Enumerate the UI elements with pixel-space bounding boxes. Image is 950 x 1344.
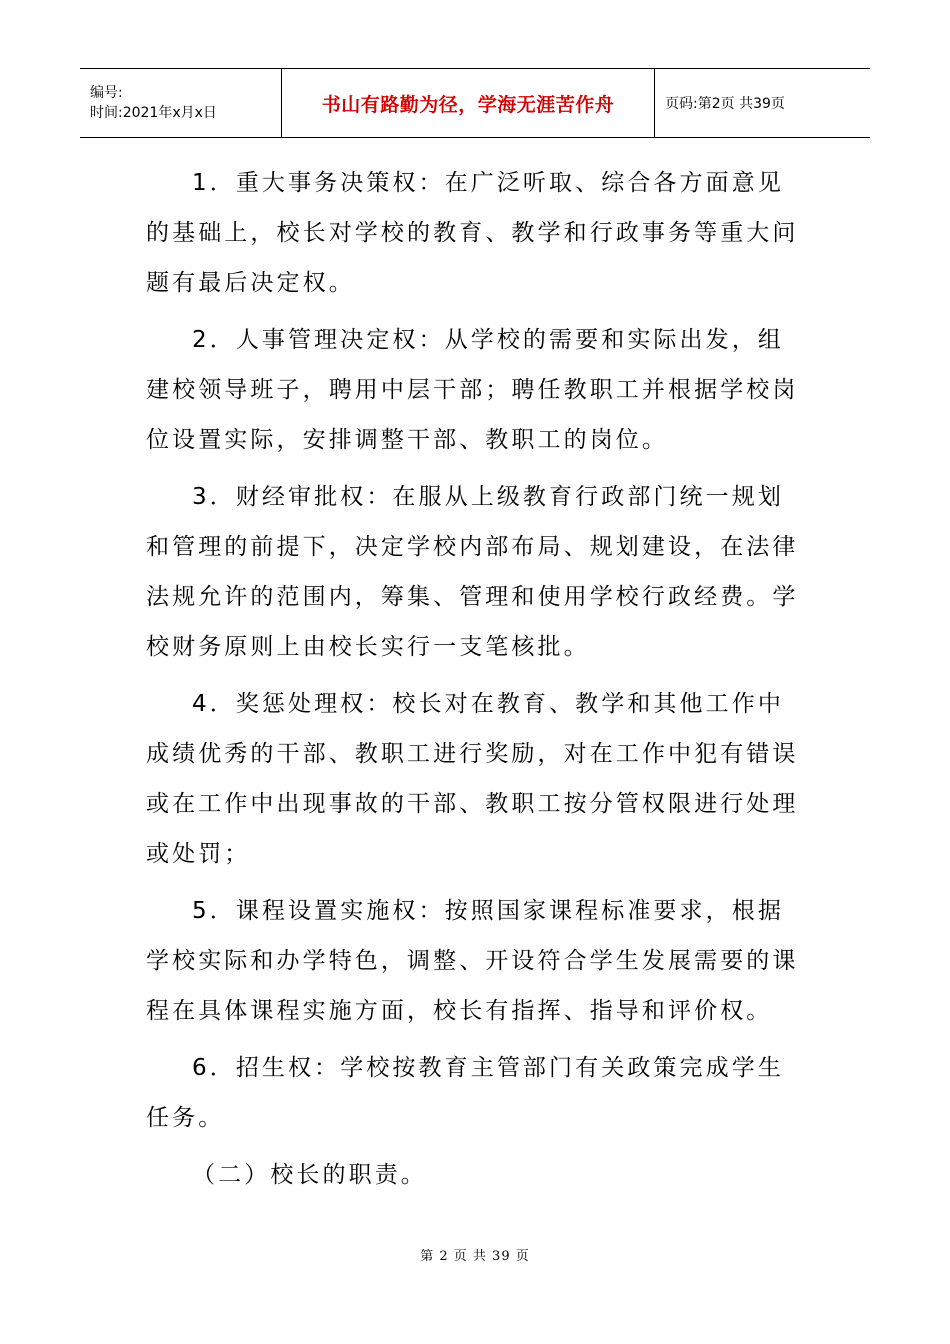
number-label: 编号: xyxy=(90,85,123,101)
paragraph-finance-power: 3．财经审批权：在服从上级教育行政部门统一规划和管理的前提下，决定学校内部布局、规划建设，在法律法规允许的范围内，筹集、管理和使用学校行政经费。学校财务原则上由校长实行一支笔核批。 xyxy=(146,484,799,660)
page-footer: 第 2 页 共 39 页 xyxy=(420,1249,530,1264)
section-heading-duties: （二）校长的职责。 xyxy=(192,1162,427,1188)
paragraph-reward-power: 4．奖惩处理权：校长对在教育、教学和其他工作中成绩优秀的干部、教职工进行奖励，对在工作中犯有错误或在工作中出现事故的干部、教职工按分管权限进行处理或处罚； xyxy=(146,691,799,867)
page-info: 页码:第2页 共39页 xyxy=(665,96,785,112)
header-left-cell xyxy=(80,69,282,137)
paragraph-enrollment-power: 6．招生权：学校按教育主管部门有关政策完成学生任务。 xyxy=(146,1055,784,1131)
page-header xyxy=(80,68,870,138)
header-page-cell xyxy=(655,69,870,137)
header-motto-cell xyxy=(282,69,655,137)
date-line: 时间:2021年x月x日 xyxy=(90,105,217,121)
paragraph-curriculum-power: 5．课程设置实施权：按照国家课程标准要求，根据学校实际和办学特色，调整、开设符合学生发展需要的课程在具体课程实施方面，校长有指挥、指导和评价权。 xyxy=(146,898,799,1024)
paragraph-personnel-power: 2．人事管理决定权：从学校的需要和实际出发，组建校领导班子，聘用中层干部；聘任教职工并根据学校岗位设置实际，安排调整干部、教职工的岗位。 xyxy=(146,327,799,453)
motto-text: 书山有路勤为径，学海无涯苦作舟 xyxy=(321,93,615,116)
document-body xyxy=(146,158,810,1207)
paragraph-decision-power: 1．重大事务决策权：在广泛听取、综合各方面意见的基础上，校长对学校的教育、教学和行政事务等重大问题有最后决定权。 xyxy=(146,170,799,296)
